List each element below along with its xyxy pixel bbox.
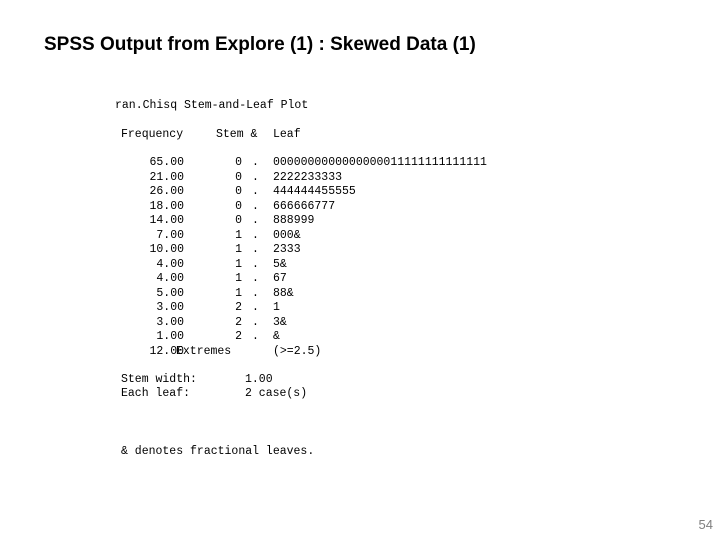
row-separator: . (252, 199, 259, 213)
row-frequency: 5.00 (156, 286, 184, 300)
stem-leaf-row (0, 258, 720, 273)
row-frequency: 3.00 (156, 315, 184, 329)
leaf-header: Leaf (273, 128, 301, 141)
row-separator: . (252, 257, 259, 271)
row-stem: 0 (235, 185, 242, 198)
row-separator: . (252, 330, 259, 343)
row-frequency: 7.00 (156, 228, 184, 242)
row-leaf: 888999 (273, 214, 315, 227)
stem-leaf-row (0, 345, 720, 360)
row-frequency: 12.00 (149, 344, 184, 358)
row-frequency: 1.00 (156, 330, 184, 343)
stem-leaf-row (0, 301, 720, 316)
row-stem: 2 (235, 330, 242, 343)
row-leaf: 5& (273, 257, 287, 271)
stem-leaf-row (0, 229, 720, 244)
stem-leaf-row (0, 316, 720, 331)
page-number: 54 (698, 517, 713, 532)
row-frequency: 4.00 (156, 257, 184, 271)
row-separator: . (252, 315, 259, 329)
row-stem: 0 (235, 214, 242, 227)
plot-title: ran.Chisq Stem-and-Leaf Plot (115, 99, 309, 112)
fractional-leaves-note: & denotes fractional leaves. (121, 445, 315, 458)
row-separator: . (252, 301, 259, 314)
row-frequency: 26.00 (149, 185, 184, 198)
row-frequency: 10.00 (149, 243, 184, 256)
row-leaf: 444444455555 (273, 185, 356, 198)
each-leaf-value: 2 case(s) (245, 387, 308, 400)
row-leaf: 3& (273, 315, 287, 329)
row-stem: 1 (235, 286, 242, 300)
stem-leaf-row (0, 214, 720, 229)
row-stem: 0 (235, 199, 242, 213)
frequency-header: Frequency (121, 128, 184, 141)
stem-leaf-row (0, 156, 720, 171)
row-leaf: 88& (273, 286, 294, 300)
row-stem: 2 (235, 301, 242, 314)
row-frequency: 3.00 (156, 301, 184, 314)
row-frequency: 65.00 (149, 156, 184, 169)
stem-header: Stem & (216, 128, 258, 141)
stem-leaf-row (0, 171, 720, 186)
stem-leaf-row (0, 272, 720, 287)
row-separator: . (252, 214, 259, 227)
row-stem: 1 (235, 257, 242, 271)
row-leaf: (>=2.5) (273, 344, 322, 358)
row-stem: Extremes (176, 344, 232, 358)
row-leaf: 666666777 (273, 199, 336, 213)
row-leaf: 0000000000000000011111111111111 (273, 156, 487, 169)
row-stem: 1 (235, 228, 242, 242)
row-frequency: 21.00 (149, 170, 184, 184)
row-leaf: 2333 (273, 243, 301, 256)
row-separator: . (252, 286, 259, 300)
row-frequency: 14.00 (149, 214, 184, 227)
row-leaf: & (273, 330, 280, 343)
row-stem: 1 (235, 272, 242, 285)
row-separator: . (252, 185, 259, 198)
row-leaf: 1 (273, 301, 280, 314)
stem-width-value: 1.00 (245, 373, 273, 386)
stem-width-label: Stem width: (121, 373, 197, 386)
each-leaf-label: Each leaf: (121, 387, 191, 400)
stem-leaf-row (0, 185, 720, 200)
row-stem: 0 (235, 170, 242, 184)
row-leaf: 000& (273, 228, 301, 242)
row-stem: 2 (235, 315, 242, 329)
slide-title: SPSS Output from Explore (1) : Skewed Data (1) (44, 34, 476, 55)
stem-leaf-row (0, 243, 720, 258)
row-separator: . (252, 170, 259, 184)
row-separator: . (252, 156, 259, 169)
row-stem: 1 (235, 243, 242, 256)
row-leaf: 2222233333 (273, 170, 343, 184)
row-separator: . (252, 272, 259, 285)
stem-leaf-row (0, 200, 720, 215)
row-frequency: 18.00 (149, 199, 184, 213)
stem-leaf-row (0, 287, 720, 302)
stem-leaf-row (0, 330, 720, 345)
row-frequency: 4.00 (156, 272, 184, 285)
row-separator: . (252, 243, 259, 256)
row-stem: 0 (235, 156, 242, 169)
row-separator: . (252, 228, 259, 242)
row-leaf: 67 (273, 272, 287, 285)
